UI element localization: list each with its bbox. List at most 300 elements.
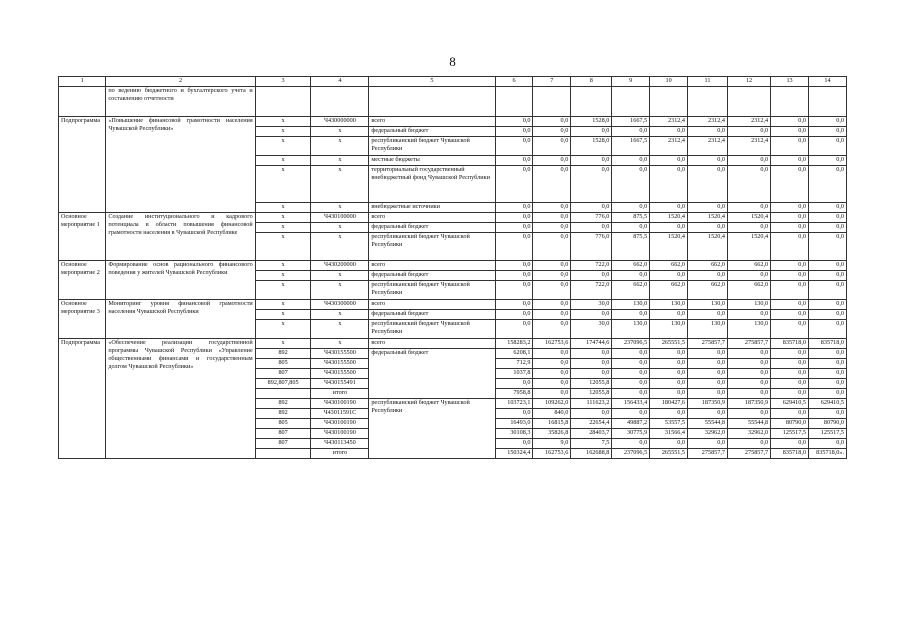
- value-cell: 0,0: [533, 203, 571, 213]
- column-number: 4: [311, 77, 369, 87]
- value-cell: 265551,5: [650, 449, 688, 459]
- value-cell: 0,0: [808, 261, 846, 271]
- value-cell: 0,0: [533, 233, 571, 261]
- value-cell: 0,0: [771, 300, 809, 310]
- subprogram-2-total-row: [59, 339, 847, 349]
- value-cell: 30,0: [571, 320, 612, 339]
- value-cell: 662,0: [727, 281, 770, 300]
- category-cell: Основное мероприятие 1: [59, 213, 106, 261]
- measure-2-row: [59, 261, 847, 271]
- value-cell: 0,0: [571, 203, 612, 213]
- value-cell: 1520,4: [650, 233, 688, 261]
- source-cell: федеральный бюджет: [369, 271, 495, 281]
- value-cell: 2312,4: [688, 137, 728, 156]
- value-cell: 0,0: [533, 137, 571, 156]
- column-number-row: [59, 77, 847, 87]
- value-cell: 0,0: [727, 223, 770, 233]
- code-cell: Ч43011591С: [311, 409, 369, 419]
- value-cell: 0,0: [612, 223, 650, 233]
- value-cell: 0,0: [688, 271, 728, 281]
- value-cell: 0,0: [808, 127, 846, 137]
- value-cell: 12055,8: [571, 389, 612, 399]
- value-cell: 1037,8: [495, 369, 533, 379]
- value-cell: 0,0: [571, 310, 612, 320]
- value-cell: 0,0: [727, 389, 770, 399]
- responsible-cell: x: [255, 233, 311, 261]
- code-cell: Ч430155500: [311, 349, 369, 359]
- value-cell: 0,0: [495, 127, 533, 137]
- value-cell: 28403,7: [571, 429, 612, 439]
- value-cell: 0,0: [727, 310, 770, 320]
- value-cell: 0,0: [612, 127, 650, 137]
- value-cell: 0,0: [771, 271, 809, 281]
- code-cell: x: [311, 203, 369, 213]
- code-cell: Ч430200000: [311, 261, 369, 271]
- value-cell: 0,0: [495, 137, 533, 156]
- value-cell: 0,0: [808, 233, 846, 261]
- value-cell: 111623,2: [571, 399, 612, 409]
- value-cell: 180427,6: [650, 399, 688, 409]
- value-cell: 30775,9: [612, 429, 650, 439]
- value-cell: 0,0: [612, 379, 650, 389]
- value-cell: 0,0: [571, 369, 612, 379]
- value-cell: 0,0: [495, 156, 533, 166]
- value-cell: 0,0: [533, 310, 571, 320]
- table-body: [59, 87, 847, 459]
- source-cell: федеральный бюджет: [369, 127, 495, 137]
- category-cell: Подпрограмма: [59, 339, 106, 459]
- value-cell: 275857,7: [727, 449, 770, 459]
- value-cell: 1520,4: [688, 233, 728, 261]
- value-cell: 0,0: [808, 359, 846, 369]
- code-cell: итого: [311, 389, 369, 399]
- value-cell: 0,0: [808, 203, 846, 213]
- source-cell: территориальный государственный внебюджетный фонд Чувашской Республики: [369, 166, 495, 203]
- empty-cell: [255, 87, 311, 117]
- responsible-cell: x: [255, 320, 311, 339]
- value-cell: 125517,5: [771, 429, 809, 439]
- source-cell: республиканский бюджет Чувашской Республики: [369, 233, 495, 261]
- code-cell: Ч430155500: [311, 369, 369, 379]
- source-cell: местные бюджеты: [369, 156, 495, 166]
- responsible-cell: x: [255, 127, 311, 137]
- source-cell: федеральный бюджет: [369, 310, 495, 320]
- column-number: 1: [59, 77, 106, 87]
- responsible-cell: x: [255, 213, 311, 223]
- measure-1-row: [59, 213, 847, 223]
- empty-cell: [369, 87, 495, 117]
- value-cell: 7,5: [571, 439, 612, 449]
- responsible-cell: x: [255, 166, 311, 203]
- source-cell: республиканский бюджет Чувашской Республики: [369, 399, 495, 459]
- value-cell: 0,0: [495, 261, 533, 271]
- continuation-row: [59, 87, 847, 117]
- responsible-cell: 892,807,805: [255, 379, 311, 389]
- value-cell: 16493,0: [495, 419, 533, 429]
- column-number: 3: [255, 77, 311, 87]
- value-cell: 0,0: [688, 223, 728, 233]
- value-cell: 0,0: [612, 203, 650, 213]
- value-cell: 0,0: [808, 166, 846, 203]
- category-cell: Основное мероприятие 2: [59, 261, 106, 300]
- description-cell: Мониторинг уровня финансовой грамотности населения Чувашской Республики: [106, 300, 255, 339]
- column-number: 14: [808, 77, 846, 87]
- value-cell: 0,0: [808, 213, 846, 223]
- value-cell: 130,0: [612, 300, 650, 310]
- value-cell: 0,0: [808, 137, 846, 156]
- value-cell: 0,0: [612, 349, 650, 359]
- value-cell: 162753,6: [533, 449, 571, 459]
- value-cell: 0,0: [612, 389, 650, 399]
- value-cell: 0,0: [771, 127, 809, 137]
- source-cell: всего: [369, 213, 495, 223]
- code-cell: x: [311, 156, 369, 166]
- value-cell: 0,0: [771, 349, 809, 359]
- value-cell: 174744,6: [571, 339, 612, 349]
- value-cell: 0,0: [650, 349, 688, 359]
- value-cell: 0,0: [808, 271, 846, 281]
- value-cell: 0,0: [688, 203, 728, 213]
- page-number: 8: [449, 54, 456, 69]
- value-cell: 722,0: [571, 281, 612, 300]
- source-cell: всего: [369, 117, 495, 127]
- value-cell: 237096,5: [612, 449, 650, 459]
- value-cell: 0,0: [495, 439, 533, 449]
- value-cell: 130,0: [612, 320, 650, 339]
- code-cell: Ч430113450: [311, 439, 369, 449]
- responsible-cell: x: [255, 300, 311, 310]
- responsible-cell: 807: [255, 369, 311, 379]
- value-cell: 7958,8: [495, 389, 533, 399]
- value-cell: 0,0: [727, 271, 770, 281]
- value-cell: 80790,0: [771, 419, 809, 429]
- source-cell: внебюджетные источники: [369, 203, 495, 213]
- source-cell: федеральный бюджет: [369, 349, 495, 399]
- value-cell: 0,0: [612, 271, 650, 281]
- value-cell: 125517,5: [808, 429, 846, 439]
- value-cell: 776,0: [571, 213, 612, 223]
- value-cell: 31566,4: [650, 429, 688, 439]
- responsible-cell: x: [255, 156, 311, 166]
- code-cell: Ч430100190: [311, 399, 369, 409]
- code-cell: Ч430155491: [311, 379, 369, 389]
- value-cell: 0,0: [533, 359, 571, 369]
- value-cell: 840,0: [533, 409, 571, 419]
- value-cell: 722,0: [571, 261, 612, 271]
- value-cell: 0,0: [771, 223, 809, 233]
- value-cell: 275857,7: [688, 339, 728, 349]
- value-cell: 130,0: [650, 320, 688, 339]
- value-cell: 55544,8: [727, 419, 770, 429]
- value-cell: 0,0: [688, 439, 728, 449]
- value-cell: 1520,4: [727, 233, 770, 261]
- code-cell: Ч430100000: [311, 213, 369, 223]
- value-cell: 875,5: [612, 233, 650, 261]
- value-cell: 0,0: [533, 320, 571, 339]
- value-cell: 875,5: [612, 213, 650, 223]
- value-cell: 0,0: [612, 369, 650, 379]
- value-cell: 662,0: [727, 261, 770, 271]
- value-cell: 0,0: [612, 359, 650, 369]
- value-cell: 0,0: [612, 439, 650, 449]
- description-cell: «Повышение финансовой грамотности населения Чувашской Республики»: [106, 117, 255, 213]
- value-cell: 0,0: [771, 379, 809, 389]
- value-cell: 0,0: [650, 156, 688, 166]
- code-cell: x: [311, 271, 369, 281]
- value-cell: 0,0: [612, 310, 650, 320]
- value-cell: 662,0: [612, 281, 650, 300]
- value-cell: 109262,0: [533, 399, 571, 409]
- value-cell: 0,0: [650, 223, 688, 233]
- value-cell: 162688,8: [571, 449, 612, 459]
- source-cell: федеральный бюджет: [369, 223, 495, 233]
- value-cell: 0,0: [533, 271, 571, 281]
- source-cell: республиканский бюджет Чувашской Республики: [369, 320, 495, 339]
- empty-cell: [533, 87, 571, 117]
- value-cell: 712,9: [495, 359, 533, 369]
- column-number: 10: [650, 77, 688, 87]
- value-cell: 0,0: [495, 117, 533, 127]
- value-cell: 275857,7: [688, 449, 728, 459]
- value-cell: 0,0: [495, 213, 533, 223]
- responsible-cell: x: [255, 117, 311, 127]
- value-cell: 0,0: [495, 300, 533, 310]
- value-cell: 0,0: [533, 223, 571, 233]
- value-cell: 0,0: [808, 310, 846, 320]
- value-cell: 0,0: [495, 203, 533, 213]
- category-cell: Подпрограмма: [59, 117, 106, 213]
- value-cell: 0,0: [533, 156, 571, 166]
- category-cell: Основное мероприятие 3: [59, 300, 106, 339]
- column-number: 8: [571, 77, 612, 87]
- value-cell: 0,0: [495, 166, 533, 203]
- value-cell: 158283,2: [495, 339, 533, 349]
- value-cell: 0,0: [533, 389, 571, 399]
- value-cell: 0,0: [650, 166, 688, 203]
- column-number: 9: [612, 77, 650, 87]
- column-number: 2: [106, 77, 255, 87]
- value-cell: 0,0: [571, 166, 612, 203]
- source-cell: всего: [369, 339, 495, 349]
- description-cell: Формирование основ рационального финансового поведения у жителей Чувашской Республики: [106, 261, 255, 300]
- value-cell: 0,0: [495, 223, 533, 233]
- value-cell: 0,0: [771, 117, 809, 127]
- value-cell: 103723,1: [495, 399, 533, 409]
- value-cell: 0,0: [808, 349, 846, 359]
- value-cell: 275857,7: [727, 339, 770, 349]
- responsible-cell: [255, 389, 311, 399]
- value-cell: 0,0: [808, 223, 846, 233]
- value-cell: 0,0: [688, 156, 728, 166]
- value-cell: 0,0: [727, 203, 770, 213]
- value-cell: 2312,4: [650, 137, 688, 156]
- value-cell: 0,0: [495, 320, 533, 339]
- value-cell: 22654,4: [571, 419, 612, 429]
- value-cell: 0,0: [771, 320, 809, 339]
- value-cell: 0,0: [808, 389, 846, 399]
- value-cell: 53557,5: [650, 419, 688, 429]
- value-cell: 0,0: [495, 379, 533, 389]
- empty-cell: [311, 87, 369, 117]
- value-cell: 0,0: [771, 409, 809, 419]
- value-cell: 0,0: [727, 359, 770, 369]
- value-cell: 0,0: [771, 213, 809, 223]
- value-cell: 835718,0: [808, 339, 846, 349]
- responsible-cell: x: [255, 271, 311, 281]
- value-cell: 0,0: [571, 409, 612, 419]
- value-cell: 237096,5: [612, 339, 650, 349]
- code-cell: x: [311, 320, 369, 339]
- value-cell: 0,0: [771, 261, 809, 271]
- value-cell: 0,0: [650, 369, 688, 379]
- value-cell: 662,0: [650, 281, 688, 300]
- value-cell: 0,0: [533, 261, 571, 271]
- value-cell: 1667,5: [612, 117, 650, 127]
- value-cell: 0,0: [771, 389, 809, 399]
- responsible-cell: x: [255, 281, 311, 300]
- value-cell: 0,0: [495, 310, 533, 320]
- value-cell: 662,0: [612, 261, 650, 271]
- responsible-cell: 805: [255, 359, 311, 369]
- value-cell: 2312,4: [727, 117, 770, 127]
- responsible-cell: x: [255, 310, 311, 320]
- code-cell: x: [311, 310, 369, 320]
- empty-cell: [771, 87, 809, 117]
- value-cell: 662,0: [688, 261, 728, 271]
- value-cell: 156433,4: [612, 399, 650, 409]
- value-cell: 0,0: [533, 300, 571, 310]
- value-cell: 0,0: [650, 203, 688, 213]
- code-cell: Ч430100190: [311, 429, 369, 439]
- responsible-cell: 807: [255, 429, 311, 439]
- code-cell: Ч430300000: [311, 300, 369, 310]
- value-cell: 1520,4: [688, 213, 728, 223]
- value-cell: 0,0: [650, 379, 688, 389]
- code-cell: Ч430000000: [311, 117, 369, 127]
- value-cell: 0,0: [688, 409, 728, 419]
- value-cell: 835718,0: [771, 339, 809, 349]
- value-cell: 0,0: [571, 156, 612, 166]
- value-cell: 0,0: [533, 379, 571, 389]
- value-cell: 0,0: [571, 271, 612, 281]
- value-cell: 0,0: [771, 203, 809, 213]
- code-cell: x: [311, 281, 369, 300]
- value-cell: 0,0: [533, 213, 571, 223]
- value-cell: 32962,0: [688, 429, 728, 439]
- value-cell: 0,0: [650, 439, 688, 449]
- empty-cell: [650, 87, 688, 117]
- value-cell: 0,0: [688, 379, 728, 389]
- value-cell: 0,0: [533, 349, 571, 359]
- value-cell: 80790,0: [808, 419, 846, 429]
- value-cell: 162753,6: [533, 339, 571, 349]
- subprogram-1-row: [59, 117, 847, 127]
- category-cell: [59, 87, 106, 117]
- value-cell: 0,0: [771, 281, 809, 300]
- source-cell: всего: [369, 261, 495, 271]
- value-cell: 32962,0: [727, 429, 770, 439]
- value-cell: 0,0: [771, 359, 809, 369]
- value-cell: 0,0: [533, 127, 571, 137]
- value-cell: 130,0: [650, 300, 688, 310]
- value-cell: 0,0: [727, 409, 770, 419]
- code-cell: x: [311, 223, 369, 233]
- value-cell: 0,0: [650, 271, 688, 281]
- value-cell: 0,0: [571, 223, 612, 233]
- value-cell: 629410,5: [771, 399, 809, 409]
- value-cell: 0,0: [495, 409, 533, 419]
- empty-cell: [571, 87, 612, 117]
- value-cell: 662,0: [650, 261, 688, 271]
- value-cell: 629410,5: [808, 399, 846, 409]
- empty-cell: [612, 87, 650, 117]
- value-cell: 2312,4: [727, 137, 770, 156]
- value-cell: 187350,9: [688, 399, 728, 409]
- value-cell: 0,0: [650, 127, 688, 137]
- value-cell: 0,0: [612, 166, 650, 203]
- code-cell: итого: [311, 449, 369, 459]
- value-cell: 0,0: [771, 137, 809, 156]
- value-cell: 0,0: [727, 127, 770, 137]
- value-cell: 6208,1: [495, 349, 533, 359]
- responsible-cell: 805: [255, 419, 311, 429]
- value-cell: 0,0: [533, 166, 571, 203]
- value-cell: 0,0: [688, 310, 728, 320]
- value-cell: 0,0: [808, 117, 846, 127]
- column-number: 7: [533, 77, 571, 87]
- value-cell: 1520,4: [650, 213, 688, 223]
- code-cell: x: [311, 339, 369, 349]
- value-cell: 265551,5: [650, 339, 688, 349]
- value-cell: 2312,4: [688, 117, 728, 127]
- responsible-cell: 892: [255, 409, 311, 419]
- value-cell: 0,0: [808, 300, 846, 310]
- value-cell: 0,0: [650, 389, 688, 399]
- source-cell: республиканский бюджет Чувашской Республики: [369, 137, 495, 156]
- value-cell: 835718,0».: [808, 449, 846, 459]
- column-number: 5: [369, 77, 495, 87]
- description-cell: по ведению бюджетного и бухгалтерского учета и составлению отчетности: [106, 87, 255, 117]
- value-cell: 0,0: [771, 439, 809, 449]
- value-cell: 0,0: [688, 369, 728, 379]
- value-cell: 0,0: [771, 310, 809, 320]
- source-cell: всего: [369, 300, 495, 310]
- value-cell: 35826,8: [533, 429, 571, 439]
- value-cell: 0,0: [495, 281, 533, 300]
- value-cell: 835718,0: [771, 449, 809, 459]
- value-cell: 0,0: [650, 310, 688, 320]
- empty-cell: [727, 87, 770, 117]
- value-cell: 0,0: [808, 409, 846, 419]
- code-cell: Ч430100190: [311, 419, 369, 429]
- value-cell: 0,0: [495, 233, 533, 261]
- responsible-cell: x: [255, 261, 311, 271]
- value-cell: 2312,4: [650, 117, 688, 127]
- value-cell: 0,0: [808, 156, 846, 166]
- value-cell: 16815,8: [533, 419, 571, 429]
- value-cell: 0,0: [571, 359, 612, 369]
- value-cell: 0,0: [688, 166, 728, 203]
- value-cell: 0,0: [727, 349, 770, 359]
- value-cell: 0,0: [688, 127, 728, 137]
- description-cell: Создание институционального и кадрового потенциала в области повышения финансовой грамотности населения в Чувашской Республике: [106, 213, 255, 261]
- value-cell: 0,0: [688, 349, 728, 359]
- value-cell: 0,0: [727, 379, 770, 389]
- value-cell: 0,0: [808, 439, 846, 449]
- value-cell: 0,0: [727, 369, 770, 379]
- responsible-cell: x: [255, 137, 311, 156]
- value-cell: 0,0: [650, 359, 688, 369]
